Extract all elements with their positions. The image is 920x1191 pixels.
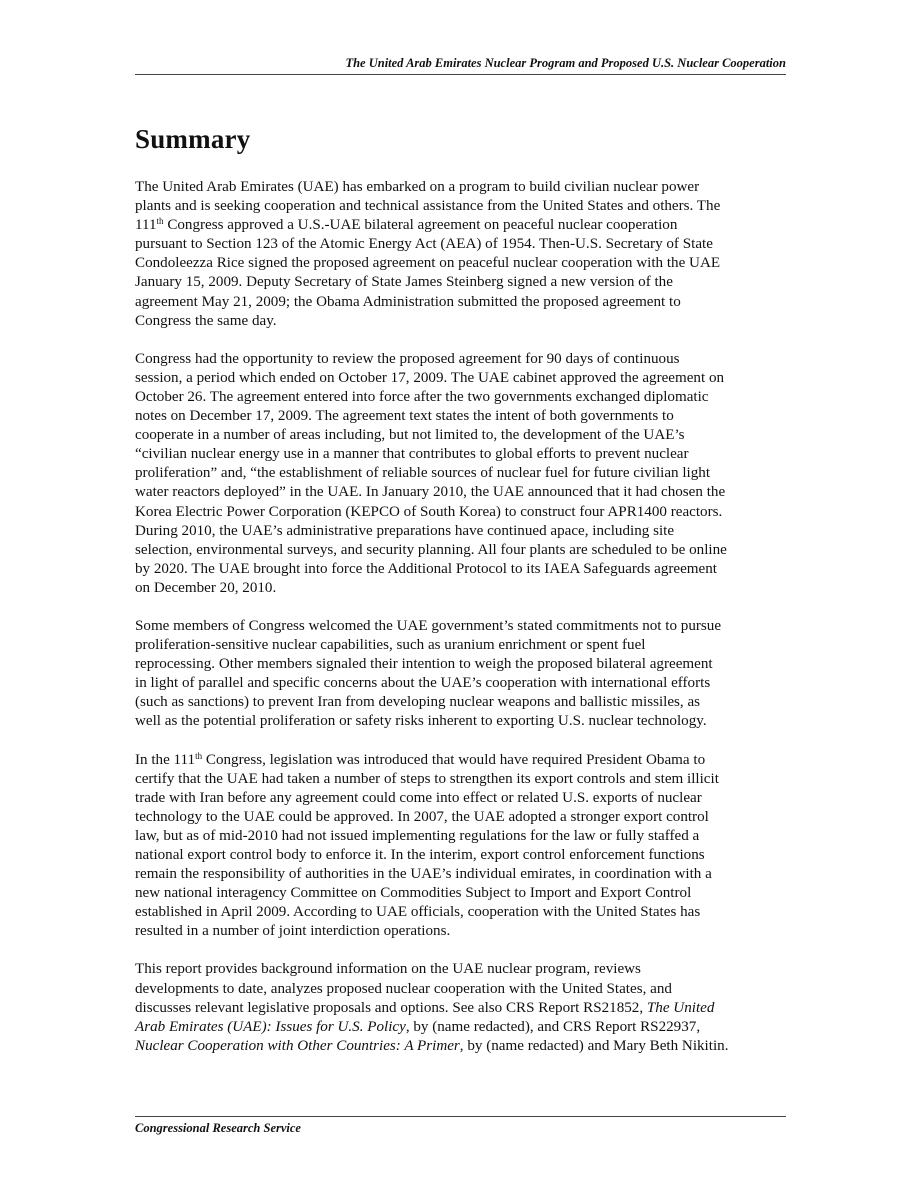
text-run: 111 <box>135 217 157 234</box>
text-line: law, but as of mid-2010 had not issued implementing regulations for the law or fully staffed a <box>135 827 700 844</box>
text-line: remain the responsibility of authorities in the UAE’s individual emirates, in coordination with a <box>135 866 712 883</box>
text-run: discusses relevant legislative proposals and options. See also CRS Report RS21852, <box>135 999 647 1016</box>
text-line: resulted in a number of joint interdiction operations. <box>135 923 451 940</box>
text-line: reprocessing. Other members signaled their intention to weigh the proposed bilateral agreement <box>135 656 713 673</box>
text-line: agreement May 21, 2009; the Obama Administration submitted the proposed agreement to <box>135 293 681 310</box>
text-line: January 15, 2009. Deputy Secretary of State James Steinberg signed a new version of the <box>135 274 673 291</box>
text-line: plants and is seeking cooperation and technical assistance from the United States and others. The <box>135 198 721 215</box>
text-line: This report provides background information on the UAE nuclear program, reviews <box>135 961 641 978</box>
ordinal-superscript: th <box>156 216 164 227</box>
text-line: The United Arab Emirates (UAE) has embarked on a program to build civilian nuclear power <box>135 179 700 195</box>
text-run: In the 111 <box>135 751 196 768</box>
text-line <box>135 216 787 235</box>
text-line: Some members of Congress welcomed the UAE government’s stated commitments not to pursue <box>135 617 722 634</box>
summary-body <box>135 178 787 1075</box>
text-run: , by (name redacted), and CRS Report RS22937, <box>405 1018 701 1035</box>
text-line <box>135 1037 787 1056</box>
text-line: certify that the UAE had taken a number of steps to strengthen its export controls and stem illicit <box>135 770 719 787</box>
text-line: cooperate in a number of areas including, but not limited to, the development of the UAE’s <box>135 427 685 444</box>
paragraph-3 <box>135 617 787 732</box>
text-line: new national interagency Committee on Commodities Subject to Import and Export Control <box>135 885 692 902</box>
text-line: session, a period which ended on October 17, 2009. The UAE cabinet approved the agreement on <box>135 369 725 386</box>
text-line: Korea Electric Power Corporation (KEPCO of South Korea) to construct four APR1400 reactors. <box>135 503 723 520</box>
paragraph-2 <box>135 350 787 598</box>
text-line: water reactors deployed” in the UAE. In January 2010, the UAE announced that it had chosen the <box>135 484 726 501</box>
text-line: well as the potential proliferation or safety risks inherent to exporting U.S. nuclear technology. <box>135 713 707 730</box>
text-line: pursuant to Section 123 of the Atomic Energy Act (AEA) of 1954. Then-U.S. Secretary of State <box>135 236 713 253</box>
text-line: developments to date, analyzes proposed nuclear cooperation with the United States, and <box>135 980 672 997</box>
text-line: by 2020. The UAE brought into force the Additional Protocol to its IAEA Safeguards agreement <box>135 560 717 577</box>
text-line: on December 20, 2010. <box>135 579 277 596</box>
page-footer: Congressional Research Service <box>135 1116 786 1136</box>
ordinal-superscript: th <box>195 750 203 761</box>
paragraph-1 <box>135 178 787 331</box>
text-line: Condoleezza Rice signed the proposed agreement on peaceful nuclear cooperation with the UAE <box>135 255 721 272</box>
text-run: , by (name redacted) and Mary Beth Nikitin. <box>459 1037 729 1054</box>
page-title: Summary <box>135 124 251 154</box>
report-title-italic: The United <box>646 999 715 1016</box>
text-line: notes on December 17, 2009. The agreement text states the intent of both governments to <box>135 408 674 425</box>
report-title-italic: Nuclear Cooperation with Other Countries: A Primer <box>135 1037 460 1054</box>
running-header: The United Arab Emirates Nuclear Program and Proposed U.S. Nuclear Cooperation <box>135 56 786 75</box>
text-line: Congress had the opportunity to review the proposed agreement for 90 days of continuous <box>135 350 680 367</box>
text-line <box>135 1018 787 1037</box>
text-run: Congress approved a U.S.-UAE bilateral agreement on peaceful nuclear cooperation <box>163 217 678 234</box>
text-line: selection, environmental surveys, and security planning. All four plants are scheduled to be online <box>135 541 727 558</box>
text-line: trade with Iran before any agreement could come into effect or related U.S. exports of nuclear <box>135 789 702 806</box>
text-line: “civilian nuclear energy use in a manner that contributes to global efforts to prevent nuclear <box>135 446 689 463</box>
report-title-italic: Arab Emirates (UAE): Issues for U.S. Policy <box>135 1018 406 1035</box>
text-line <box>135 751 787 770</box>
text-run: Congress, legislation was introduced that would have required President Obama to <box>202 751 706 768</box>
text-line: proliferation-sensitive nuclear capabilities, such as uranium enrichment or spent fuel <box>135 637 646 654</box>
text-line: in light of parallel and specific concerns about the UAE’s cooperation with international efforts <box>135 675 711 692</box>
text-line: During 2010, the UAE’s administrative preparations have continued apace, including site <box>135 522 675 539</box>
text-line: Congress the same day. <box>135 312 277 329</box>
text-line: national export control body to enforce it. In the interim, export control enforcement functions <box>135 847 705 863</box>
text-line: technology to the UAE could be approved. In 2007, the UAE adopted a stronger export control <box>135 808 709 825</box>
text-line: October 26. The agreement entered into force after the two governments exchanged diplomatic <box>135 388 709 405</box>
paragraph-4 <box>135 751 787 942</box>
text-line: proliferation” and, “the establishment of reliable sources of nuclear fuel for future civilian light <box>135 465 711 482</box>
paragraph-5 <box>135 960 787 1055</box>
text-line: (such as sanctions) to prevent Iran from developing nuclear weapons and ballistic missiles, as <box>135 694 701 711</box>
text-line: established in April 2009. According to UAE officials, cooperation with the United States has <box>135 904 701 921</box>
text-line <box>135 999 787 1018</box>
